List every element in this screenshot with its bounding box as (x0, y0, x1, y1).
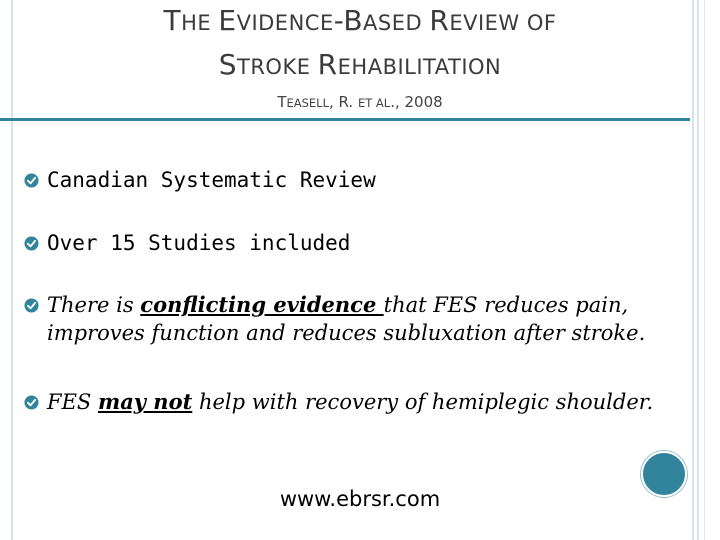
circle-check-bullet-icon (24, 173, 39, 188)
title-text-run: ., 2008 (390, 93, 443, 111)
title-text-run: -B (333, 4, 364, 37)
title-text-run: T (277, 93, 287, 111)
bullet-text: Over 15 Studies included (47, 231, 351, 255)
title-text-run: ASED (363, 11, 430, 35)
bullet-item (24, 166, 376, 194)
circle-check-bullet-icon (24, 236, 39, 251)
bullet-item (24, 291, 645, 347)
right-border-line (704, 0, 705, 540)
bullet-text-part: help with recovery of hemiplegic shoulder. (192, 390, 654, 414)
slide-title-line-1 (0, 4, 720, 37)
emphasis-text: may not (97, 389, 193, 414)
bullet-text-part: FES (47, 390, 98, 414)
bullet-item (24, 388, 653, 416)
website-url: www.ebrsr.com (279, 487, 441, 511)
title-text-run: S (218, 48, 237, 81)
circle-check-bullet-icon (24, 298, 39, 313)
emphasis-text: conflicting evidence (140, 292, 384, 317)
title-text-run: EVIEW OF (449, 11, 557, 35)
title-text-run: EHABILITATION (337, 55, 502, 79)
slide-subtitle (0, 93, 720, 111)
title-text-run: T (163, 4, 182, 37)
title-divider (0, 118, 690, 121)
title-text-run: , R. (329, 93, 358, 111)
left-border-line (11, 0, 13, 540)
bullet-text (47, 291, 645, 347)
right-border-line (697, 0, 699, 540)
title-text-run: VIDENCE (236, 11, 334, 35)
title-text-run: R (317, 48, 338, 81)
bullet-item (24, 229, 350, 257)
title-text-run: R (429, 4, 450, 37)
slide-title-line-2 (0, 48, 720, 81)
title-text-run: ET AL (357, 96, 391, 110)
bullet-text (47, 388, 653, 416)
bullet-text-part: that FES reduces pain, (383, 293, 629, 317)
bullet-text-part: There is (47, 293, 141, 317)
title-text-run: EASELL (286, 96, 329, 110)
right-border-line (692, 0, 694, 540)
title-text-run: E (218, 4, 237, 37)
title-text-run: HE (181, 11, 219, 35)
bullet-text-part: improves function and reduces subluxation after stroke. (47, 321, 646, 345)
title-text-run: TROKE (237, 55, 318, 79)
circle-check-bullet-icon (24, 395, 39, 410)
bullet-text: Canadian Systematic Review (47, 168, 376, 192)
